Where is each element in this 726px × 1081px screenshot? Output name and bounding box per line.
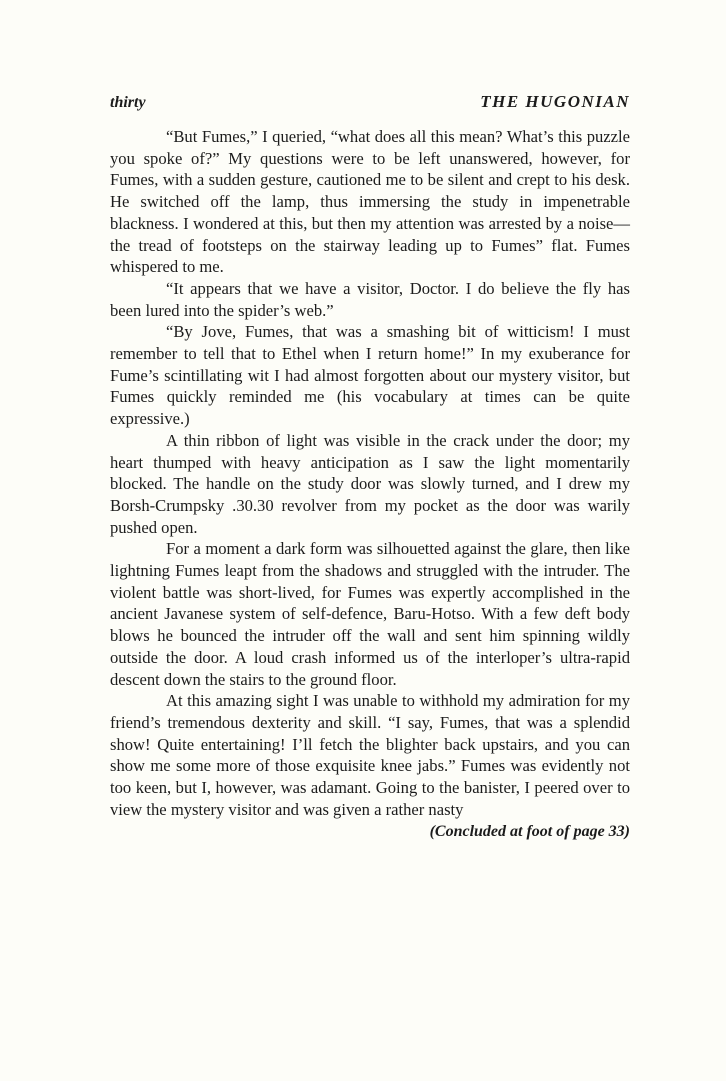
page-number: thirty [110, 94, 146, 111]
page [110, 92, 630, 842]
paragraph: “It appears that we have a visitor, Doctor. I do believe the fly has been lured into the spider’s web.” [110, 278, 630, 320]
paragraph: A thin ribbon of light was visible in the crack under the door; my heart thumped with heavy anticipation as I saw the light momentarily blocked. The handle on the study door was slowly turned, and I drew my Borsh-Crumpsky .30.30 revolver from my pocket as the door was warily pushed open. [110, 430, 630, 537]
running-title: THE HUGONIAN [480, 92, 630, 111]
paragraph: “By Jove, Fumes, that was a smashing bit of witticism! I must remember to tell that to Ethel when I return home!” In my exuberance for Fume’s scintillating wit I had almost forgotten about our mystery visitor, but Fumes quickly reminded me (his vocabulary at times can be quite expressive.) [110, 322, 630, 429]
page-header [110, 92, 630, 126]
paragraph: At this amazing sight I was unable to withhold my admiration for my friend’s tremendous dexterity and skill. “I say, Fumes, that was a splendid show! Quite entertaining! I’ll fetch the blighter back upstairs, and you can show me some more of those exquisite knee jabs.” Fumes was evidently not too keen, but I, however, was adamant. Going to the banister, I peered over to view the mystery visitor and was given a rather nasty [110, 691, 630, 819]
paragraph: For a moment a dark form was silhouetted against the glare, then like lightning Fumes leapt from the shadows and struggled with the intruder. The violent battle was short-lived, for Fumes was expertly accomplished in the ancient Javanese system of self-defence, Baru-Hotso. With a few deft body blows he bounced the intruder off the wall and sent him spinning wildly outside the door. A loud crash informed us of the interloper’s ultra-rapid descent down the stairs to the ground floor. [110, 539, 630, 689]
paragraph: “But Fumes,” I queried, “what does all this mean? What’s this puzzle you spoke of?” My questions were to be left unanswered, however, for Fumes, with a sudden gesture, cautioned me to be silent and crept to his desk. He switched off the lamp, thus immersing the study in impenetrable blackness. I wondered at this, but then my attention was arrested by a noise—the tread of footsteps on the stairway leading up to Fumes” flat. Fumes whispered to me. [110, 127, 630, 277]
continuation-note: (Concluded at foot of page 33) [429, 822, 630, 840]
article-body [110, 126, 630, 821]
